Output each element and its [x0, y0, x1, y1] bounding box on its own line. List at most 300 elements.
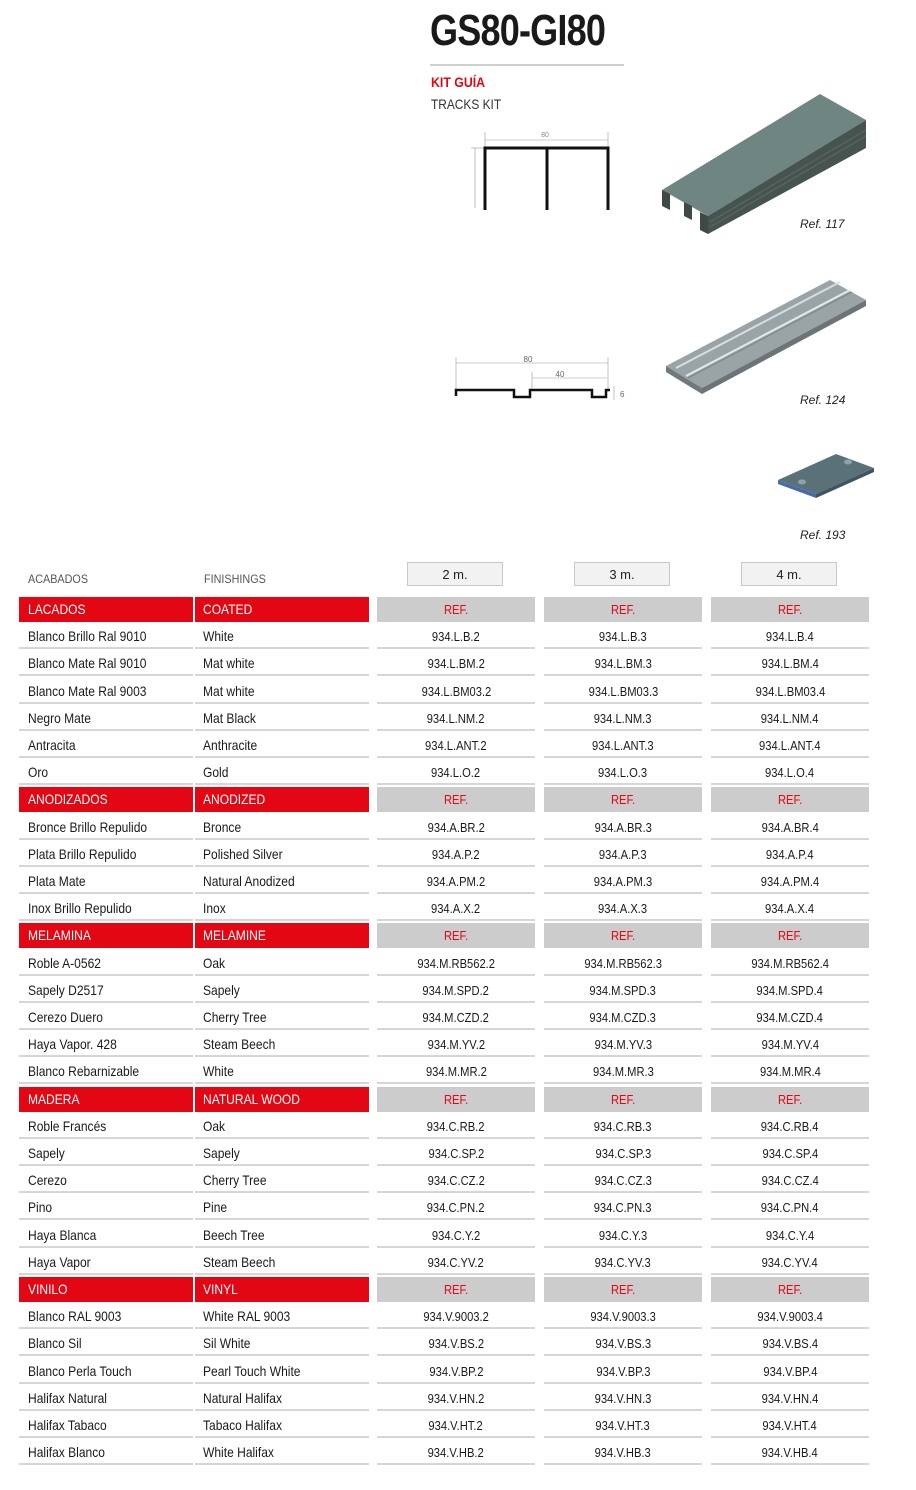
ref-code-3m-text: 934.L.NM.3	[594, 710, 652, 726]
section-name-es-text: MADERA	[28, 1090, 80, 1107]
ref-code-3m	[544, 1114, 702, 1139]
ref-code-3m	[544, 1413, 702, 1438]
finish-name-en	[195, 1250, 369, 1275]
finish-name-en	[195, 951, 369, 976]
ref-header-2m-text: REF.	[443, 792, 469, 808]
finish-name-es	[19, 1359, 193, 1384]
finish-name-es	[19, 842, 193, 867]
finish-name-es	[19, 1195, 193, 1220]
finish-name-en-text: Pearl Touch White	[203, 1362, 301, 1379]
ref-code-2m	[377, 624, 535, 649]
ref-code-3m-text: 934.C.SP.3	[595, 1146, 651, 1161]
title-divider	[430, 64, 624, 66]
ref-code-2m	[377, 1304, 535, 1329]
finish-name-es-text: Halifax Tabaco	[28, 1417, 107, 1433]
ref-code-2m-text: 934.C.RB.2	[427, 1118, 485, 1134]
ref-code-2m	[377, 815, 535, 840]
finish-name-es-text: Cerezo	[28, 1172, 67, 1189]
ref-header-4m-text: REF.	[777, 1282, 803, 1297]
finish-name-es	[19, 760, 193, 785]
ref-code-2m-text: 934.M.MR.2	[425, 1064, 487, 1080]
finish-name-en	[195, 1195, 369, 1220]
section-header-row	[0, 923, 916, 950]
ref-code-4m	[711, 1114, 869, 1139]
finish-name-es-text: Blanco Perla Touch	[28, 1362, 132, 1379]
ref-code-3m-text: 934.M.YV.3	[594, 1037, 652, 1053]
ref-code-2m-text: 934.V.BS.2	[428, 1336, 484, 1352]
dimension-bottom-40: 40	[555, 370, 565, 379]
ref-code-4m-text: 934.M.MR.4	[759, 1064, 821, 1080]
finish-name-en	[195, 1359, 369, 1384]
ref-header-4m	[711, 787, 869, 812]
finish-name-en-text: Steam Beech	[203, 1253, 276, 1270]
ref-code-2m-text: 934.C.PN.2	[427, 1200, 485, 1216]
finish-name-es	[19, 815, 193, 840]
finish-name-es-text: Haya Vapor	[28, 1253, 91, 1270]
ref-header-2m-text: REF.	[443, 602, 469, 617]
section-name-es	[19, 787, 193, 812]
ref-code-4m	[711, 760, 869, 785]
ref-code-4m-text: 934.M.RB562.4	[751, 955, 829, 971]
finish-name-en-text: Anthracite	[203, 737, 258, 753]
table-row	[0, 1304, 916, 1331]
finish-name-en-text: Mat Black	[203, 709, 256, 726]
table-row	[0, 706, 916, 733]
finish-name-en-text: White Halifax	[203, 1444, 274, 1461]
table-row	[0, 1005, 916, 1032]
ref-code-4m-text: 934.L.NM.4	[761, 710, 819, 726]
finish-name-en-text: Pine	[203, 1199, 228, 1216]
finish-name-es-text: Pino	[28, 1199, 53, 1216]
finish-name-es-text: Blanco Rebarnizable	[28, 1063, 140, 1080]
finish-name-es	[19, 1223, 193, 1248]
subtitle-es: KIT GUÍA	[431, 74, 486, 90]
finish-name-es	[19, 733, 193, 758]
finish-name-es	[19, 1005, 193, 1030]
finish-name-es	[19, 651, 193, 676]
ref-code-3m	[544, 1005, 702, 1030]
ref-code-4m	[711, 869, 869, 894]
ref-code-4m	[711, 1359, 869, 1384]
finish-name-en-text: Tabaco Halifax	[203, 1417, 282, 1433]
finish-name-en	[195, 1032, 369, 1057]
ref-code-3m-text: 934.C.Y.3	[598, 1227, 648, 1243]
ref-code-3m-text: 934.C.YV.3	[594, 1254, 652, 1270]
ref-code-4m-text: 934.L.B.4	[766, 629, 814, 645]
section-name-en-text: COATED	[203, 601, 253, 617]
finish-name-es	[19, 951, 193, 976]
ref-header-3m	[544, 1087, 702, 1112]
ref-header-4m-text: REF.	[777, 792, 803, 808]
ref-code-4m	[711, 1223, 869, 1248]
ref-code-4m	[711, 1059, 869, 1084]
ref-code-2m	[377, 978, 535, 1003]
finish-name-en-text: Natural Anodized	[203, 873, 295, 889]
finish-name-es	[19, 679, 193, 704]
length-header-4m: 4 m.	[741, 562, 837, 586]
table-row	[0, 733, 916, 760]
ref-code-4m-text: 934.L.BM.4	[761, 656, 819, 672]
ref-code-2m	[377, 1440, 535, 1465]
ref-code-2m	[377, 651, 535, 676]
table-row	[0, 1359, 916, 1386]
ref-header-2m-text: REF.	[443, 928, 469, 944]
ref-header-4m	[711, 923, 869, 948]
finish-name-en-text: Beech Tree	[203, 1226, 265, 1243]
finish-name-en-text: Mat white	[203, 682, 255, 699]
ref-code-2m	[377, 679, 535, 704]
finish-name-es-text: Halifax Natural	[28, 1389, 107, 1406]
ref-header-4m-text: REF.	[777, 1091, 803, 1107]
ref-header-3m-text: REF.	[610, 928, 636, 944]
ref-code-2m-text: 934.M.CZD.2	[422, 1010, 490, 1025]
ref-code-4m-text: 934.L.O.4	[765, 765, 815, 781]
ref-code-3m-text: 934.L.O.3	[598, 765, 648, 781]
ref-header-4m	[711, 1087, 869, 1112]
ref-code-2m	[377, 1032, 535, 1057]
finish-name-es-text: Antracita	[28, 737, 76, 753]
ref-code-2m-text: 934.V.HT.2	[428, 1418, 484, 1433]
product-ref-124: Ref. 124	[800, 393, 846, 407]
table-row	[0, 1223, 916, 1250]
finish-name-es-text: Negro Mate	[28, 709, 91, 726]
ref-code-2m-text: 934.C.YV.2	[427, 1254, 485, 1270]
table-row	[0, 679, 916, 706]
ref-code-3m	[544, 1168, 702, 1193]
ref-code-4m	[711, 1141, 869, 1166]
ref-code-2m-text: 934.V.HN.2	[427, 1390, 485, 1406]
dimension-bottom-6: 6	[620, 390, 625, 399]
ref-code-4m-text: 934.A.PM.4	[760, 874, 820, 889]
ref-code-2m	[377, 706, 535, 731]
finish-name-en-text: Cherry Tree	[203, 1172, 267, 1189]
ref-code-4m-text: 934.V.HT.4	[762, 1418, 818, 1433]
ref-code-3m	[544, 1440, 702, 1465]
ref-code-3m-text: 934.M.CZD.3	[589, 1010, 657, 1025]
finish-name-es	[19, 706, 193, 731]
finish-name-en	[195, 733, 369, 758]
ref-code-2m-text: 934.V.BP.2	[428, 1363, 484, 1379]
table-row	[0, 1413, 916, 1440]
ref-code-2m	[377, 1331, 535, 1356]
profile-drawing-bottom	[450, 350, 630, 410]
table-row	[0, 842, 916, 869]
ref-code-2m-text: 934.V.HB.2	[427, 1445, 485, 1461]
ref-code-3m	[544, 815, 702, 840]
ref-code-2m-text: 934.L.NM.2	[427, 710, 485, 726]
finish-name-en-text: White RAL 9003	[203, 1308, 291, 1325]
table-row	[0, 760, 916, 787]
ref-code-3m-text: 934.A.PM.3	[593, 874, 653, 889]
ref-code-2m	[377, 869, 535, 894]
ref-code-3m-text: 934.M.SPD.3	[589, 982, 657, 998]
ref-code-3m	[544, 1304, 702, 1329]
finish-name-en-text: Sapely	[203, 1145, 240, 1161]
finish-name-en-text: Steam Beech	[203, 1036, 276, 1053]
finish-name-es	[19, 1250, 193, 1275]
ref-code-3m	[544, 1032, 702, 1057]
finish-name-en	[195, 978, 369, 1003]
ref-code-3m-text: 934.L.ANT.3	[592, 738, 654, 753]
finish-name-es-text: Blanco Sil	[28, 1335, 82, 1352]
finish-name-en-text: Inox	[203, 900, 226, 917]
table-row	[0, 951, 916, 978]
length-header-2m: 2 m.	[407, 562, 503, 586]
ref-code-4m-text: 934.C.CZ.4	[761, 1173, 819, 1189]
table-row	[0, 1114, 916, 1141]
ref-code-3m	[544, 896, 702, 921]
ref-code-2m-text: 934.L.BM.2	[427, 656, 485, 672]
finish-name-es-text: Blanco Brillo Ral 9010	[28, 628, 147, 645]
finish-name-es	[19, 1440, 193, 1465]
ref-code-4m	[711, 651, 869, 676]
ref-code-3m-text: 934.A.X.3	[598, 901, 648, 917]
finish-name-en	[195, 1223, 369, 1248]
section-name-en	[195, 1277, 369, 1302]
ref-code-3m-text: 934.L.B.3	[599, 629, 647, 645]
finish-name-es-text: Sapely	[28, 1145, 65, 1161]
finish-name-en	[195, 1114, 369, 1139]
finish-name-en	[195, 1413, 369, 1438]
length-header-3m: 3 m.	[574, 562, 670, 586]
ref-code-2m	[377, 1223, 535, 1248]
ref-code-2m	[377, 1005, 535, 1030]
ref-header-3m-text: REF.	[610, 792, 636, 808]
section-name-en-text: MELAMINE	[203, 927, 266, 944]
ref-code-3m	[544, 624, 702, 649]
finish-name-en	[195, 1331, 369, 1356]
finish-name-en-text: White	[203, 628, 234, 645]
ref-code-2m	[377, 760, 535, 785]
finish-name-es-text: Oro	[28, 764, 49, 781]
ref-code-4m	[711, 1168, 869, 1193]
table-row	[0, 1440, 916, 1467]
table-row	[0, 1168, 916, 1195]
ref-code-4m-text: 934.L.ANT.4	[759, 738, 821, 753]
finish-name-es	[19, 1413, 193, 1438]
table-row	[0, 896, 916, 923]
table-row	[0, 869, 916, 896]
ref-header-3m	[544, 923, 702, 948]
ref-code-4m	[711, 679, 869, 704]
ref-code-2m-text: 934.V.9003.2	[423, 1309, 489, 1325]
ref-code-4m-text: 934.V.BP.4	[762, 1363, 818, 1379]
finish-name-en	[195, 869, 369, 894]
finish-name-es-text: Sapely D2517	[28, 981, 104, 998]
ref-header-4m	[711, 597, 869, 622]
ref-code-2m-text: 934.L.B.2	[432, 629, 480, 645]
finish-name-es	[19, 1386, 193, 1411]
ref-code-4m	[711, 896, 869, 921]
finish-name-en-text: Cherry Tree	[203, 1009, 267, 1025]
finish-name-en-text: Natural Halifax	[203, 1389, 282, 1406]
finish-name-en	[195, 1005, 369, 1030]
section-name-en	[195, 597, 369, 622]
finish-name-es	[19, 978, 193, 1003]
section-header-row	[0, 787, 916, 814]
page-title: GS80-GI80	[430, 6, 606, 55]
ref-code-2m-text: 934.M.YV.2	[427, 1037, 485, 1053]
product-image-117	[660, 90, 870, 238]
profile-drawing-top	[465, 128, 625, 214]
ref-code-2m	[377, 896, 535, 921]
ref-code-4m-text: 934.C.RB.4	[761, 1118, 819, 1134]
ref-code-3m	[544, 842, 702, 867]
ref-code-2m	[377, 1195, 535, 1220]
finish-name-en	[195, 706, 369, 731]
finish-name-en-text: Polished Silver	[203, 845, 283, 862]
ref-header-4m-text: REF.	[777, 602, 803, 617]
finish-name-en	[195, 842, 369, 867]
ref-code-4m-text: 934.V.HN.4	[761, 1390, 819, 1406]
dimension-top-80: 80	[541, 132, 549, 139]
ref-code-2m-text: 934.A.BR.2	[427, 819, 485, 835]
finish-name-es	[19, 1331, 193, 1356]
finish-name-es-text: Bronce Brillo Repulido	[28, 818, 148, 835]
table-row	[0, 1195, 916, 1222]
ref-code-2m-text: 934.C.SP.2	[428, 1146, 484, 1161]
product-ref-193: Ref. 193	[800, 528, 846, 542]
finish-name-es	[19, 869, 193, 894]
section-name-es-text: MELAMINA	[28, 927, 91, 944]
table-row	[0, 815, 916, 842]
ref-header-2m	[377, 1087, 535, 1112]
ref-code-4m	[711, 978, 869, 1003]
section-name-es-text: LACADOS	[28, 601, 86, 617]
ref-code-4m	[711, 1413, 869, 1438]
finish-name-en	[195, 815, 369, 840]
ref-code-2m-text: 934.M.RB562.2	[417, 955, 495, 971]
ref-code-3m-text: 934.L.BM03.3	[588, 683, 658, 699]
ref-code-3m-text: 934.V.HB.3	[594, 1445, 652, 1461]
ref-code-4m	[711, 1304, 869, 1329]
ref-code-4m-text: 934.V.HB.4	[761, 1445, 819, 1461]
ref-header-2m	[377, 787, 535, 812]
finish-name-es	[19, 1141, 193, 1166]
ref-code-3m-text: 934.A.BR.3	[594, 819, 652, 835]
section-header-row	[0, 597, 916, 624]
finish-name-es-text: Cerezo Duero	[28, 1009, 103, 1025]
section-header-row	[0, 1087, 916, 1114]
ref-code-3m	[544, 1195, 702, 1220]
section-name-en-text: NATURAL WOOD	[203, 1090, 300, 1107]
ref-code-2m-text: 934.A.P.2	[432, 846, 480, 862]
ref-code-4m	[711, 1250, 869, 1275]
ref-code-2m-text: 934.L.ANT.2	[425, 738, 487, 753]
ref-code-2m-text: 934.C.Y.2	[431, 1227, 481, 1243]
ref-code-3m-text: 934.C.RB.3	[594, 1118, 652, 1134]
finish-name-es-text: Roble A-0562	[28, 954, 101, 971]
ref-header-3m	[544, 1277, 702, 1302]
table-row	[0, 1331, 916, 1358]
ref-code-4m-text: 934.M.CZD.4	[756, 1010, 824, 1025]
product-image-124	[660, 278, 870, 400]
finish-name-es-text: Haya Vapor. 428	[28, 1036, 117, 1053]
ref-code-3m	[544, 1141, 702, 1166]
ref-code-3m-text: 934.C.PN.3	[594, 1200, 652, 1216]
ref-code-2m	[377, 1168, 535, 1193]
ref-code-2m-text: 934.A.X.2	[431, 901, 481, 917]
section-name-en	[195, 787, 369, 812]
ref-header-4m	[711, 1277, 869, 1302]
finish-name-es-text: Blanco RAL 9003	[28, 1308, 122, 1325]
product-image-193	[774, 450, 878, 502]
finish-name-en-text: Sapely	[203, 981, 240, 998]
ref-code-2m	[377, 1250, 535, 1275]
ref-code-2m-text: 934.C.CZ.2	[427, 1173, 485, 1189]
section-name-en-text: VINYL	[203, 1281, 238, 1297]
ref-code-3m-text: 934.V.9003.3	[590, 1309, 656, 1325]
finish-name-es	[19, 1032, 193, 1057]
section-name-es	[19, 923, 193, 948]
section-name-es	[19, 1087, 193, 1112]
section-header-row	[0, 1277, 916, 1304]
section-name-en-text: ANODIZED	[203, 791, 266, 808]
ref-code-4m-text: 934.A.P.4	[766, 846, 814, 862]
ref-header-2m	[377, 923, 535, 948]
finish-name-es-text: Plata Brillo Repulido	[28, 845, 137, 862]
ref-code-4m-text: 934.C.YV.4	[761, 1254, 819, 1270]
finish-name-en	[195, 760, 369, 785]
ref-code-4m	[711, 1195, 869, 1220]
ref-code-3m	[544, 869, 702, 894]
table-row	[0, 1141, 916, 1168]
finish-name-es	[19, 1059, 193, 1084]
ref-code-4m	[711, 815, 869, 840]
ref-code-3m-text: 934.V.HT.3	[595, 1418, 651, 1433]
finish-name-es-text: Roble Francés	[28, 1117, 107, 1134]
table-row	[0, 1032, 916, 1059]
ref-code-3m-text: 934.V.BS.3	[595, 1336, 651, 1352]
finish-name-en-text: Mat white	[203, 655, 255, 672]
ref-code-3m-text: 934.V.BP.3	[595, 1363, 651, 1379]
ref-code-4m	[711, 842, 869, 867]
ref-header-2m-text: REF.	[443, 1091, 469, 1107]
ref-code-3m-text: 934.L.BM.3	[594, 656, 652, 672]
ref-header-3m-text: REF.	[610, 1282, 636, 1297]
ref-code-2m	[377, 1413, 535, 1438]
section-name-es	[19, 1277, 193, 1302]
section-name-es-text: ANODIZADOS	[28, 791, 108, 808]
section-name-es	[19, 597, 193, 622]
finish-name-en	[195, 896, 369, 921]
ref-code-3m-text: 934.C.CZ.3	[594, 1173, 652, 1189]
ref-code-2m	[377, 1059, 535, 1084]
ref-code-4m-text: 934.V.BS.4	[762, 1336, 818, 1352]
ref-code-2m	[377, 1114, 535, 1139]
ref-code-2m	[377, 951, 535, 976]
ref-code-3m-text: 934.M.RB562.3	[584, 955, 662, 971]
finish-name-es	[19, 624, 193, 649]
ref-code-2m	[377, 733, 535, 758]
ref-code-2m-text: 934.L.BM03.2	[421, 683, 491, 699]
finish-name-en-text: Gold	[203, 764, 229, 781]
finish-name-en	[195, 1059, 369, 1084]
finish-name-en	[195, 1304, 369, 1329]
ref-code-4m-text: 934.C.PN.4	[761, 1200, 819, 1216]
ref-code-4m-text: 934.M.YV.4	[761, 1037, 819, 1053]
table-row	[0, 1386, 916, 1413]
finish-name-en-text: Oak	[203, 1117, 226, 1134]
column-header-acabados: ACABADOS	[28, 572, 89, 586]
table-row	[0, 1059, 916, 1086]
finish-name-en	[195, 651, 369, 676]
ref-code-4m	[711, 706, 869, 731]
finish-name-es	[19, 896, 193, 921]
ref-code-3m-text: 934.M.MR.3	[592, 1064, 654, 1080]
ref-code-4m-text: 934.V.9003.4	[757, 1309, 823, 1325]
dimension-bottom-80: 80	[523, 355, 533, 364]
